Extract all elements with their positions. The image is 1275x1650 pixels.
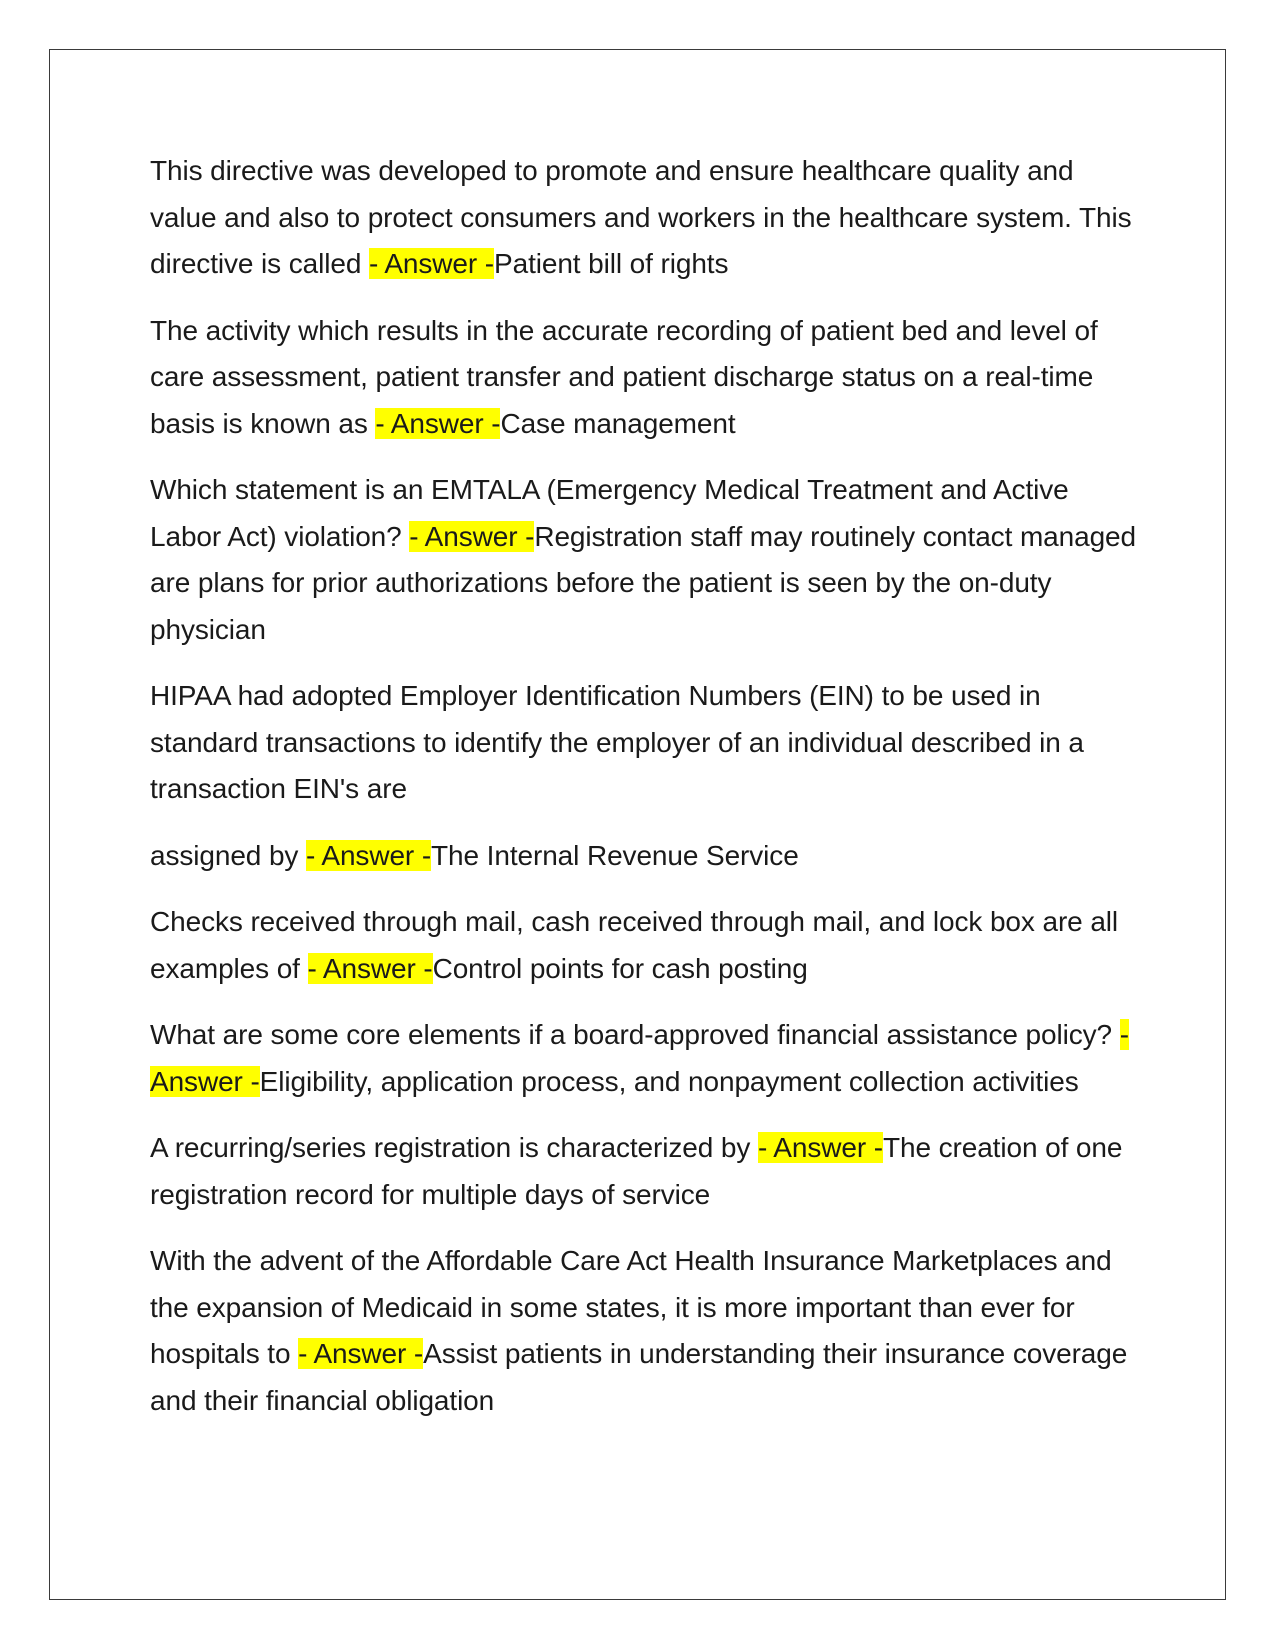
answer-marker: - Answer - [757,1132,883,1163]
qa-item [150,1012,1140,1105]
answer-marker: - Answer - [375,407,501,439]
qa-item [150,833,1140,880]
answer-text: Patient bill of rights [494,248,729,279]
qa-item [150,148,1140,288]
question-text: assigned by [150,839,307,871]
answer-text: The creation of one registration record for multiple days of service [150,1132,1123,1210]
question-text: HIPAA had adopted Employer Identification Numbers (EIN) to be used in standard transactions to identify the employer of an individual described in a transaction EIN's are [150,680,1084,804]
qa-item [150,1125,1140,1218]
question-text: A recurring/series registration is characterized by [150,1132,758,1163]
question-paragraph [150,673,1140,813]
answer-text: The Internal Revenue Service [431,839,799,871]
answer-text: Eligibility, application process, and nonpayment collection activities [259,1065,1079,1097]
qa-item [150,467,1140,653]
question-text: This directive was developed to promote and ensure healthcare quality and value and also to protect consumers and workers in the healthcare system. This directive is called [150,155,1132,279]
answer-marker: - Answer - [368,248,495,279]
answer-marker: - Answer - [150,1019,1129,1097]
answer-text: Assist patients in understanding their insurance coverage and their financial obligation [150,1338,1128,1416]
answer-marker: - Answer - [307,952,433,984]
qa-item [150,308,1140,448]
qa-item [150,1238,1140,1424]
question-text: The activity which results in the accurate recording of patient bed and level of care assessment, patient transfer and patient discharge status on a real-time basis is known as [150,314,1098,439]
question-text: Checks received through mail, cash received through mail, and lock box are all examples of [150,906,1119,984]
answer-text: Registration staff may routinely contact managed are plans for prior authorizations before the patient is seen by the on-duty physician [150,520,1136,645]
answer-marker: - Answer - [298,1338,424,1369]
answer-text: Control points for cash posting [432,952,808,984]
question-text: Which statement is an EMTALA (Emergency Medical Treatment and Active Labor Act) violation? [150,474,1069,552]
qa-item [150,899,1140,992]
question-text: What are some core elements if a board-approved financial assistance policy? [150,1019,1120,1050]
answer-marker: - Answer - [409,520,535,552]
document-body [150,148,1140,1444]
answer-text: Case management [500,407,736,439]
answer-marker: - Answer - [306,839,432,871]
question-text: With the advent of the Affordable Care Act Health Insurance Marketplaces and the expansion of Medicaid in some states, it is more important than ever for hospitals to [150,1245,1112,1369]
